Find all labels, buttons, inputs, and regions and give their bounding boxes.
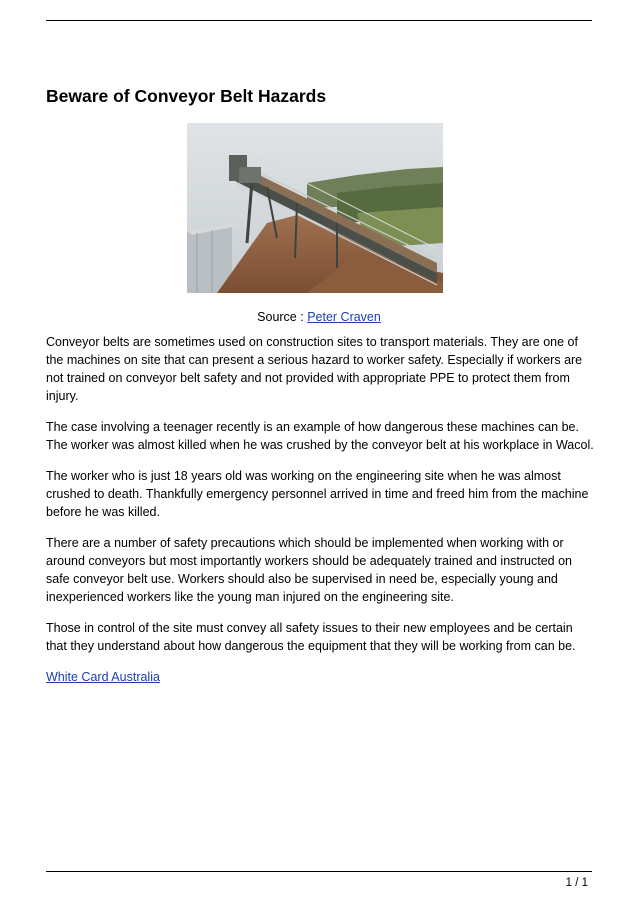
image-source-caption — [0, 310, 638, 324]
article-body — [46, 333, 594, 686]
white-card-australia-link[interactable]: White Card Australia — [46, 670, 160, 684]
page-title: Beware of Conveyor Belt Hazards — [46, 86, 327, 106]
paragraph: Those in control of the site must convey all safety issues to their new employees and be certain that they understand about how dangerous the equipment that they will be working from can be. — [46, 621, 576, 653]
footer-rule — [46, 871, 592, 872]
paragraph: Conveyor belts are sometimes used on construction sites to transport materials. They are one of the machines on site that can present a serious hazard to worker safety. Especially if workers are not trained on conveyor belt safety and not provided with appropriate PPE to protect them from injury. — [46, 335, 583, 403]
page-number: 1 / 1 — [565, 877, 588, 889]
conveyor-belt-photo — [187, 123, 443, 293]
header-rule — [46, 20, 592, 21]
paragraph: The case involving a teenager recently is an example of how dangerous these machines can be. The worker was almost killed when he was crushed by the conveyor belt at his workplace in Wacol. — [46, 420, 594, 452]
source-prefix: Source : — [257, 310, 308, 324]
source-author-link[interactable]: Peter Craven — [307, 310, 381, 324]
paragraph: There are a number of safety precautions which should be implemented when working with or around conveyors but most importantly workers should be adequately trained and instructed on safe conveyor belt use. Workers should also be supervised in need be, especially young and inexperienced workers like the young man injured on the engineering site. — [46, 536, 572, 604]
paragraph: The worker who is just 18 years old was working on the engineering site when he was almost crushed to death. Thankfully emergency personnel arrived in time and freed him from the machine before he was killed. — [46, 469, 589, 519]
